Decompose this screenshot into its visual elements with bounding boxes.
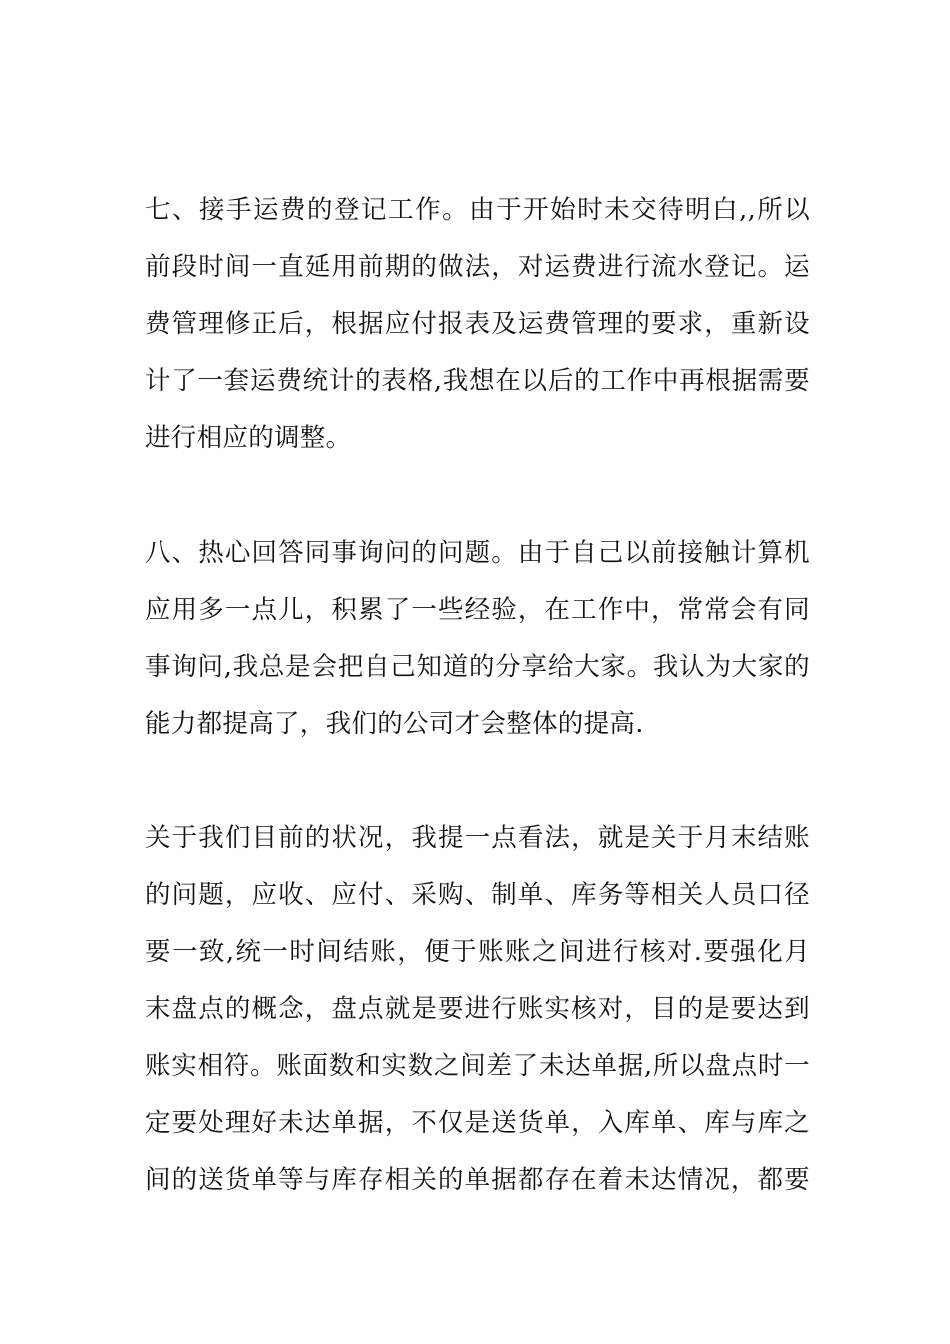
text-line: 费管理修正后，根据应付报表及运费管理的要求，重新设 (145, 309, 810, 339)
text-line: 进行相应的调整。 (145, 423, 352, 453)
text-line: 账实相符。账面数和实数之间差了未达单据,所以盘点时一 (145, 1051, 810, 1081)
text-line: 计了一套运费统计的表格,我想在以后的工作中再根据需要 (145, 366, 810, 396)
text-line: 要一致,统一时间结账，便于账账之间进行核对.要强化月 (145, 937, 810, 967)
text-line: 八、热心回答同事询问的问题。由于自己以前接触计算机 (145, 538, 810, 568)
text-line: 能力都提高了，我们的公司才会整体的提高. (145, 709, 644, 739)
text-line: 定要处理好未达单据，不仅是送货单，入库单、库与库之 (145, 1108, 810, 1138)
text-line: 间的送货单等与库存相关的单据都存在着未达情况，都要 (145, 1165, 810, 1195)
text-line: 的问题，应收、应付、采购、制单、库务等相关人员口径 (145, 880, 810, 910)
text-line: 应用多一点儿，积累了一些经验，在工作中，常常会有同 (145, 595, 810, 625)
text-line: 七、接手运费的登记工作。由于开始时未交待明白,,所以 (145, 195, 810, 225)
text-line: 事询问,我总是会把自己知道的分享给大家。我认为大家的 (145, 652, 810, 682)
text-line: 前段时间一直延用前期的做法，对运费进行流水登记。运 (145, 252, 810, 282)
text-line: 关于我们目前的状况，我提一点看法，就是关于月末结账 (145, 823, 810, 853)
text-line: 末盘点的概念，盘点就是要进行账实核对，目的是要达到 (145, 994, 810, 1024)
